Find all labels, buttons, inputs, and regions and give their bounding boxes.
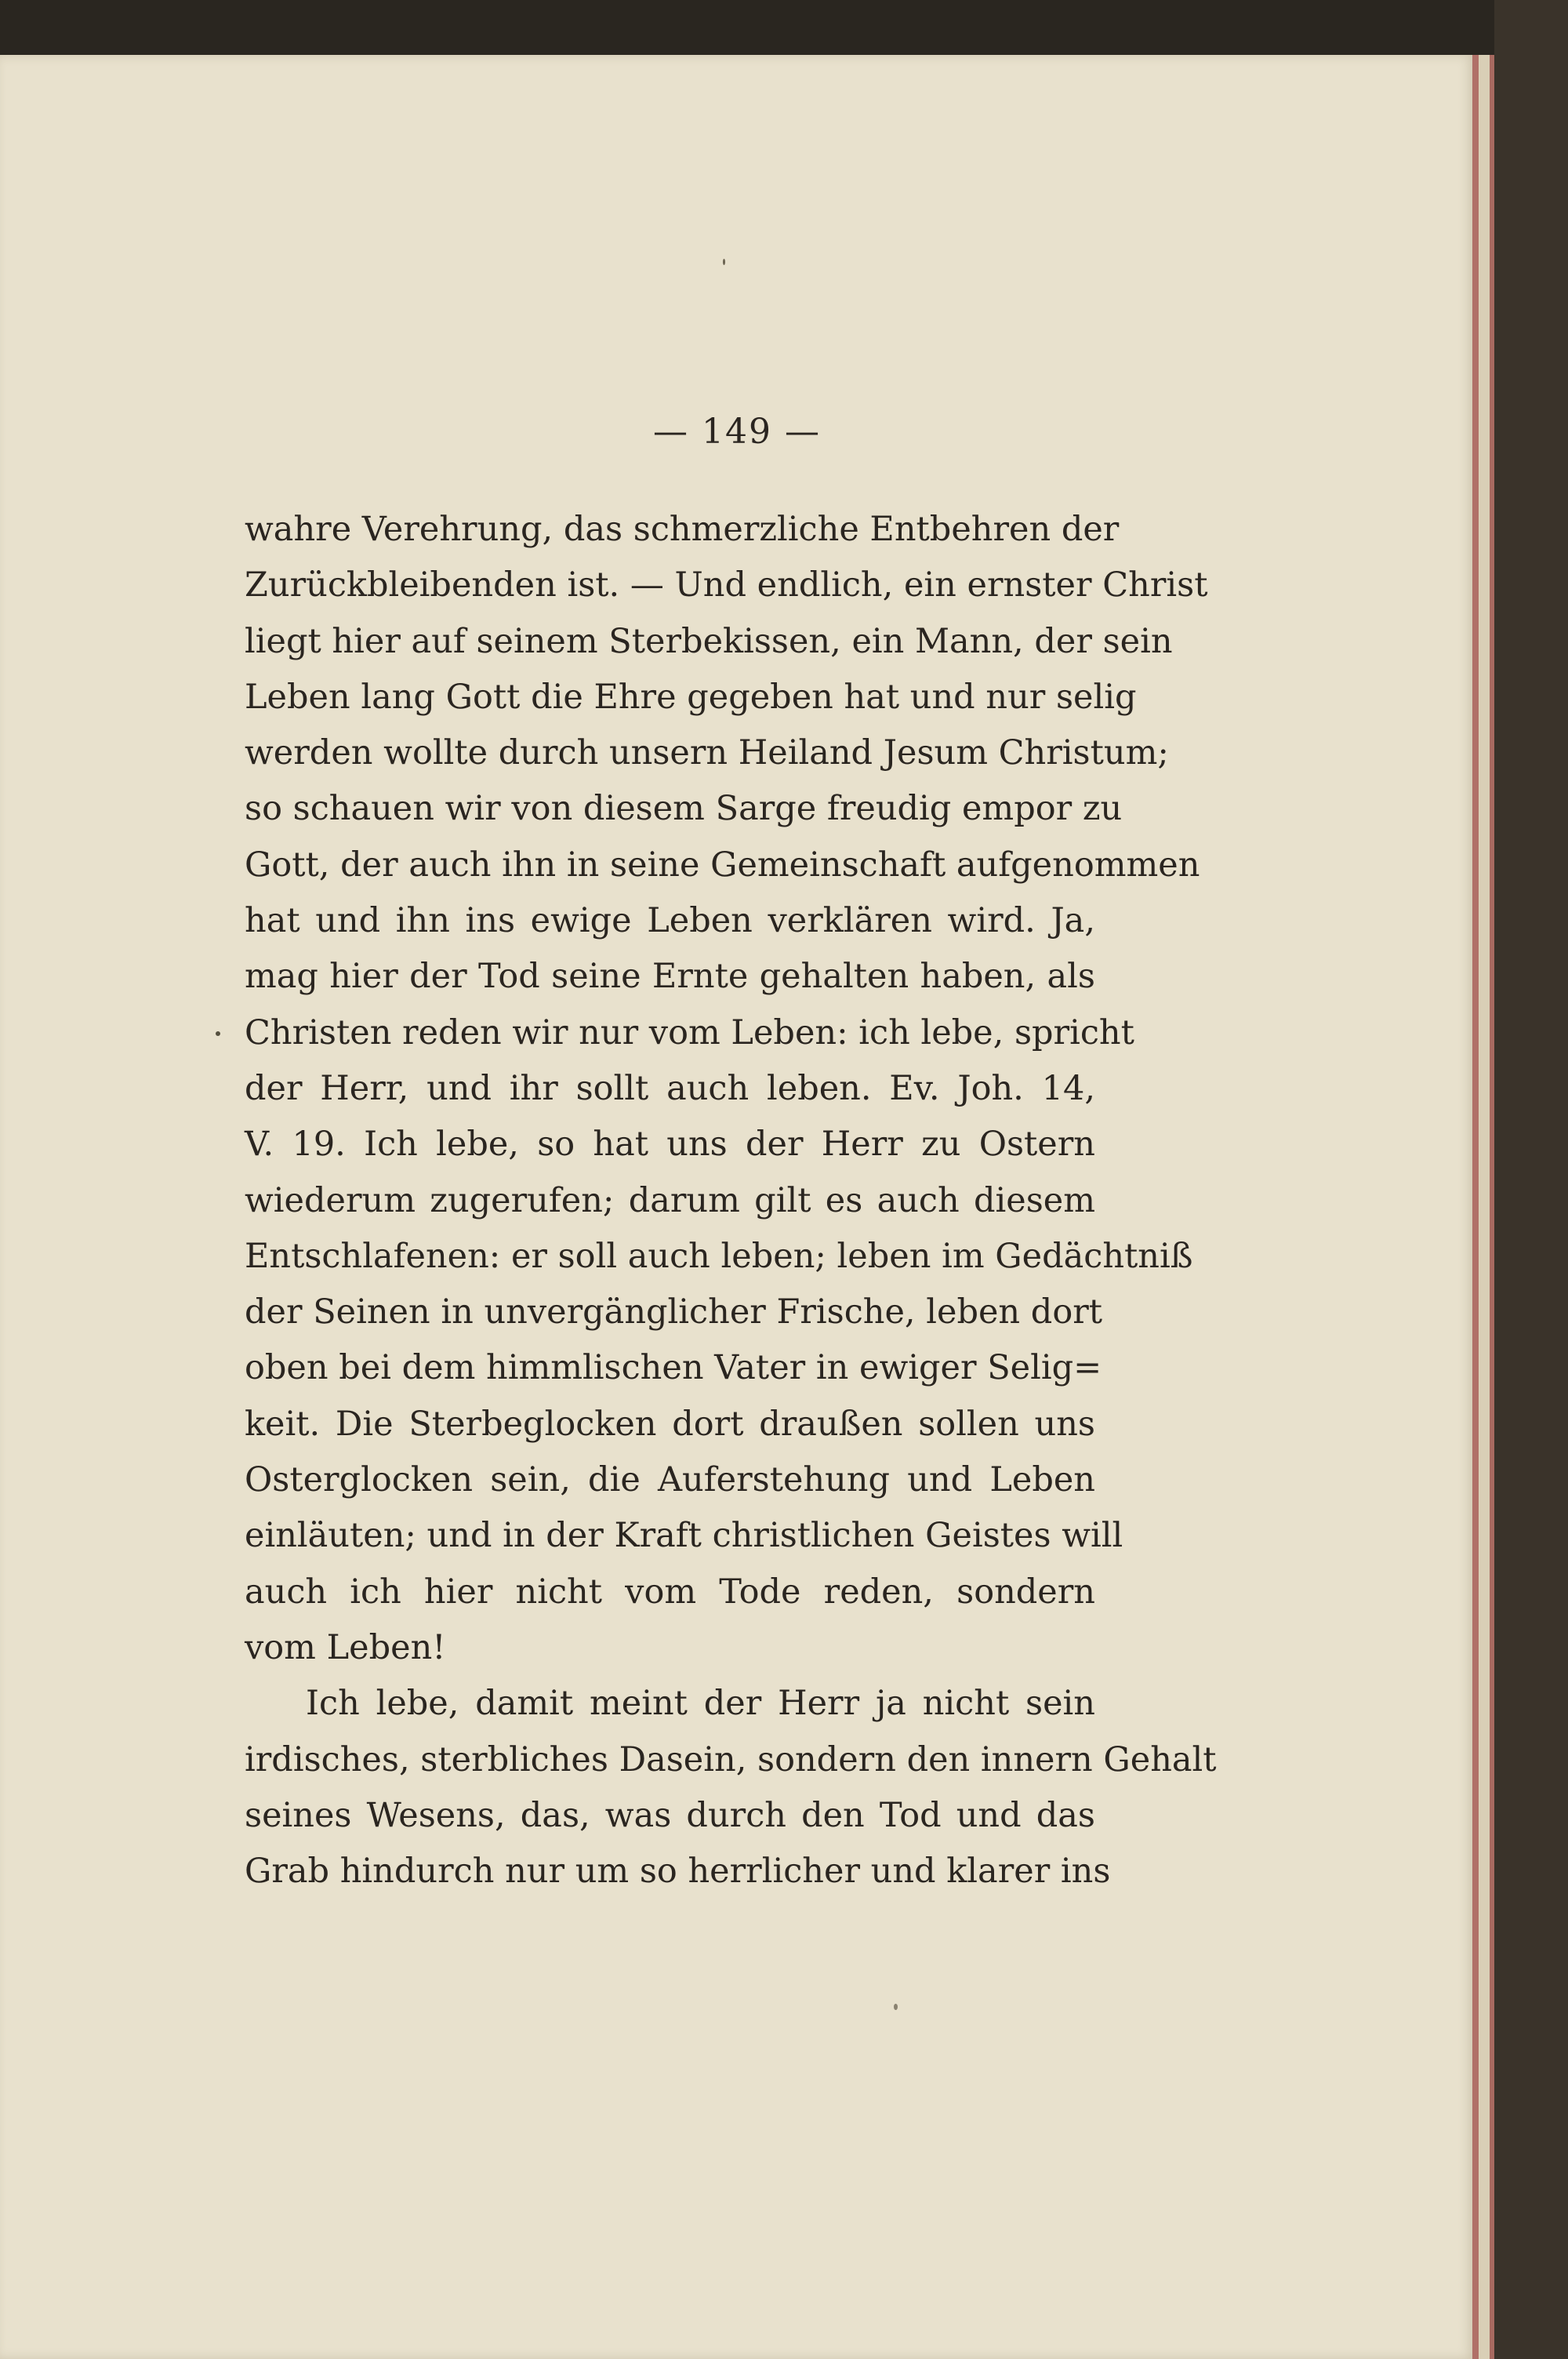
text-line: irdisches, sterbliches Dasein, sondern den innern Gehalt bbox=[245, 1739, 1217, 1779]
text-line-paragraph-end: vom Leben! bbox=[245, 1627, 446, 1667]
text-line: der Seinen in unvergänglicher Frische, leben dort bbox=[245, 1292, 1103, 1332]
page-number-header: — 149 — bbox=[653, 412, 821, 452]
text-line: einläuten; und in der Kraft christlichen Geistes will bbox=[245, 1516, 1123, 1556]
text-line: seines Wesens, das, was durch den Tod und das bbox=[245, 1795, 1095, 1835]
text-line: Leben lang Gott die Ehre gegeben hat und nur selig bbox=[245, 677, 1137, 717]
text-line: mag hier der Tod seine Ernte gehalten haben, als bbox=[245, 957, 1095, 997]
top-background-strip bbox=[0, 0, 1568, 55]
text-line: Grab hindurch nur um so herrlicher und klarer ins bbox=[245, 1852, 1111, 1892]
text-line: wahre Verehrung, das schmerzliche Entbehren der bbox=[245, 510, 1120, 549]
body-text bbox=[245, 502, 1217, 1899]
text-line: liegt hier auf seinem Sterbekissen, ein Mann, der sein bbox=[245, 621, 1173, 661]
text-line: wiederum zugerufen; darum gilt es auch diesem bbox=[245, 1180, 1095, 1220]
text-line: Zurückbleibenden ist. — Und endlich, ein ernster Christ bbox=[245, 565, 1208, 605]
text-line: keit. Die Sterbeglocken dort draußen sollen uns bbox=[245, 1404, 1095, 1444]
text-line-paragraph-start: Ich lebe, damit meint der Herr ja nicht sein bbox=[306, 1684, 1095, 1724]
text-line: Osterglocken sein, die Auferstehung und Leben bbox=[245, 1460, 1095, 1500]
text-line: Christen reden wir nur vom Leben: ich lebe, spricht bbox=[245, 1012, 1134, 1052]
text-line: werden wollte durch unsern Heiland Jesum Christum; bbox=[245, 733, 1169, 773]
text-line: Gott, der auch ihn in seine Gemeinschaft aufgenommen bbox=[245, 845, 1200, 885]
text-line: auch ich hier nicht vom Tode reden, sondern bbox=[245, 1572, 1095, 1612]
text-line: der Herr, und ihr sollt auch leben. Ev. Joh. 14, bbox=[245, 1068, 1095, 1108]
text-line: oben bei dem himmlischen Vater in ewiger Selig= bbox=[245, 1348, 1102, 1388]
page-edge-red bbox=[1472, 55, 1479, 2359]
paper-speck bbox=[723, 259, 725, 265]
paper-speck bbox=[216, 1031, 220, 1036]
text-line: hat und ihn ins ewige Leben verklären wird. Ja, bbox=[245, 901, 1095, 941]
page-edge-cream bbox=[1479, 55, 1490, 2359]
text-line: so schauen wir von diesem Sarge freudig empor zu bbox=[245, 789, 1123, 829]
paper-speck bbox=[894, 2004, 898, 2010]
book-cover-board bbox=[1494, 0, 1568, 2359]
text-line: Entschlafenen: er soll auch leben; leben im Gedächtniß bbox=[245, 1236, 1193, 1276]
text-line: V. 19. Ich lebe, so hat uns der Herr zu Ostern bbox=[245, 1125, 1095, 1165]
